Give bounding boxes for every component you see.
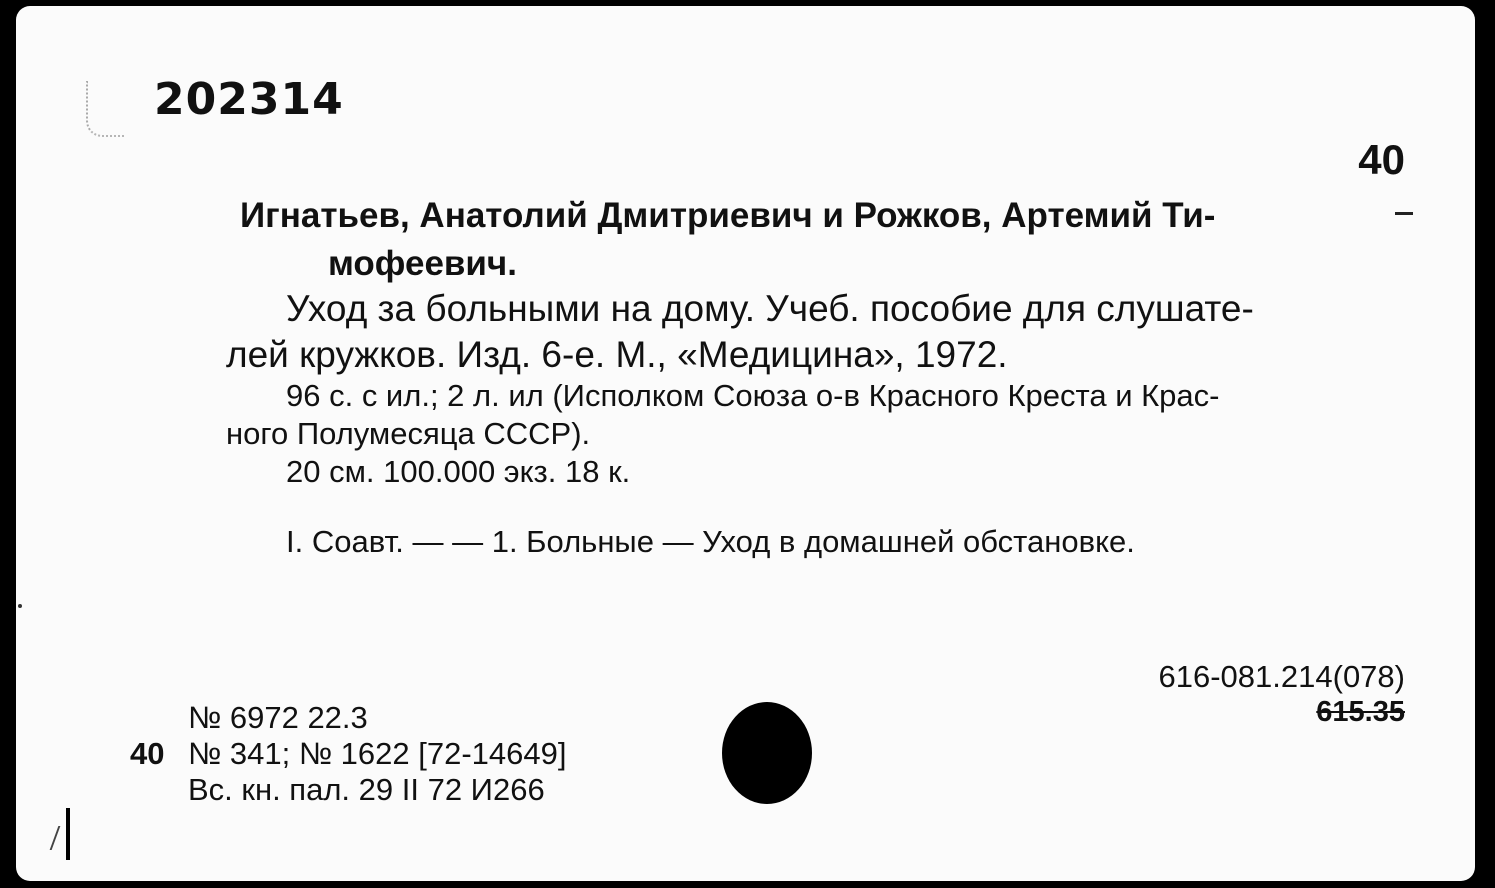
book-chamber-line: Вс. кн. пал. 29 II 72 И266 xyxy=(188,772,545,807)
bottom-class-number: 40 xyxy=(130,736,165,771)
speck xyxy=(18,604,22,608)
subject-headings: I. Соавт. — — 1. Больные — Уход в домашней обстановке. xyxy=(286,524,1135,559)
collation-line-1: 96 с. с ил.; 2 л. ил (Исполком Союза о-в Красного Креста и Крас- xyxy=(286,378,1220,413)
udc-current: 616-081.214(078) xyxy=(1158,659,1405,694)
punch-hole xyxy=(722,702,812,804)
collation-line-3: 20 см. 100.000 экз. 18 к. xyxy=(286,454,631,489)
record-number-line: № 6972 22.3 xyxy=(188,700,368,735)
stamp-smudge xyxy=(86,81,124,137)
author-line-1: Игнатьев, Анатолий Дмитриевич и Рожков, Артемий Ти- xyxy=(240,196,1216,235)
collation-line-2: ного Полумесяца СССР). xyxy=(226,416,591,451)
udc-old-struck: 615.35 xyxy=(1316,696,1405,728)
hyphen-mark xyxy=(1395,212,1413,215)
title-line-2: лей кружков. Изд. 6-е. М., «Медицина», 1972. xyxy=(226,334,1008,375)
title-line-1: Уход за больными на дому. Учеб. пособие для слушате- xyxy=(286,288,1254,329)
card-numbers-line: № 341; № 1622 [72-14649] xyxy=(188,736,567,771)
pen-mark xyxy=(66,808,70,860)
catalog-card xyxy=(16,6,1475,881)
author-line-2: мофеевич. xyxy=(328,244,517,283)
class-number: 40 xyxy=(1358,136,1405,183)
inventory-number: 202314 xyxy=(154,74,344,125)
